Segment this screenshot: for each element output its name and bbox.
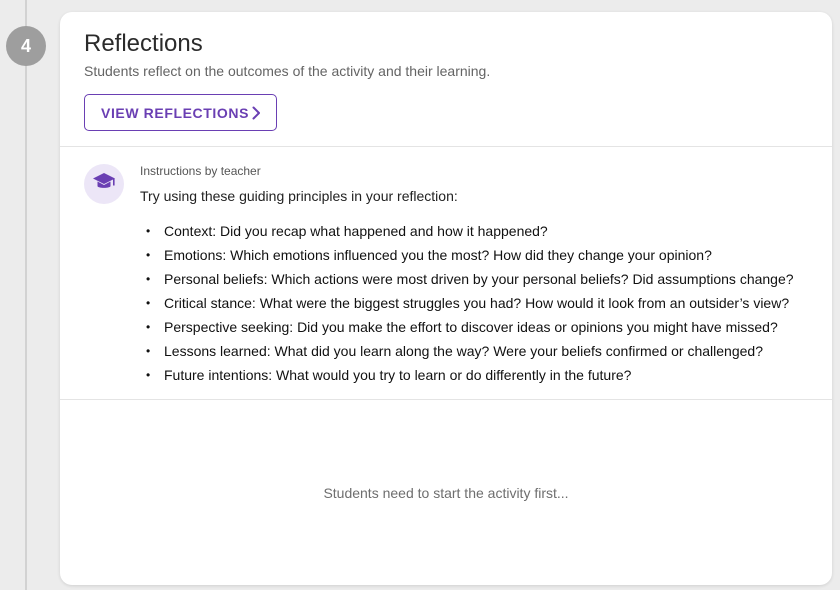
principle-text: Perspective seeking: Did you make the effort to discover ideas or opinions you might have missed? [164,319,778,335]
step-number: 4 [20,35,31,56]
view-reflections-button[interactable] [84,94,277,131]
principle-text: Personal beliefs: Which actions were most driven by your personal beliefs? Did assumptions change? [164,271,794,287]
principle-item: • Perspective seeking: Did you make the effort to discover ideas or opinions you might have missed? [146,319,778,335]
principle-item: • Personal beliefs: Which actions were most driven by your personal beliefs? Did assumptions change? [146,271,794,287]
instructions-label: Instructions by teacher [140,164,261,178]
instructions-intro: Try using these guiding principles in your reflection: [140,188,458,204]
chevron-right-icon [250,106,262,120]
step-number-badge [6,26,46,66]
card-header [60,12,832,147]
principle-item: • Emotions: Which emotions influenced you the most? How did they change your opinion? [146,247,712,263]
view-reflections-button-label: VIEW REFLECTIONS [101,104,250,121]
principle-text: Lessons learned: What did you learn along the way? Were your beliefs confirmed or challenged? [164,343,763,359]
card-subtitle: Students reflect on the outcomes of the activity and their learning. [84,63,491,79]
reflections-card [60,12,832,585]
principle-item: • Future intentions: What would you try to learn or do differently in the future? [146,367,632,383]
principle-text: Future intentions: What would you try to learn or do differently in the future? [164,367,632,383]
principle-text: Critical stance: What were the biggest struggles you had? How would it look from an outsider’s view? [164,295,790,311]
teacher-instructions [60,147,832,400]
principle-text: Emotions: Which emotions influenced you the most? How did they change your opinion? [164,247,712,263]
principle-text: Context: Did you recap what happened and how it happened? [164,223,548,239]
empty-state-message: Students need to start the activity first... [323,484,569,501]
timeline-line [25,0,27,590]
guiding-principles-list [140,219,794,387]
teacher-avatar [84,164,124,204]
empty-state [60,400,832,585]
graduation-cap-icon [92,172,116,197]
principle-item: • Critical stance: What were the biggest struggles you had? How would it look from an outsider’s view? [146,295,790,311]
card-title: Reflections [84,30,203,57]
principle-item: • Lessons learned: What did you learn along the way? Were your beliefs confirmed or challenged? [146,343,763,359]
principle-item: • Context: Did you recap what happened and how it happened? [146,223,548,239]
